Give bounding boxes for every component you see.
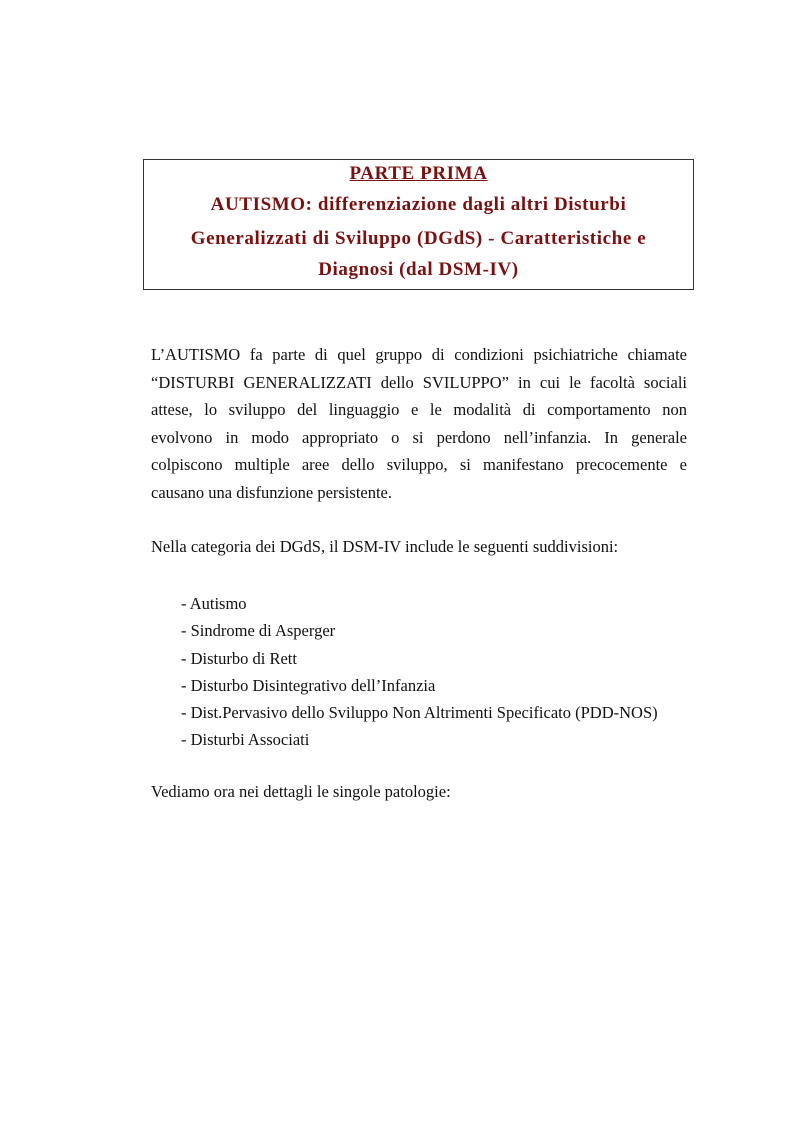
list-item: - Dist.Pervasivo dello Sviluppo Non Altrimenti Specificato (PDD-NOS) xyxy=(181,703,658,723)
intro-line: evolvono in modo appropriato o si perdono nell’infanzia. In generale xyxy=(151,427,687,447)
intro-line: attese, lo sviluppo del linguaggio e le modalità di comportamento non xyxy=(151,400,687,419)
list-item: - Disturbi Associati xyxy=(181,730,310,750)
chapter-title-line-1: AUTISMO: differenziazione dagli altri Disturbi xyxy=(210,194,627,215)
outro-paragraph: Vediamo ora nei dettagli le singole patologie: xyxy=(151,782,451,801)
intro-line: colpiscono multiple aree dello sviluppo, si manifestano precocemente e xyxy=(151,455,687,474)
list-item: - Sindrome di Asperger xyxy=(181,621,336,641)
intro-line: L’AUTISMO fa parte di quel gruppo di condizioni psichiatriche chiamate xyxy=(151,345,687,364)
part-heading: PARTE PRIMA xyxy=(349,163,488,184)
list-item: - Disturbo di Rett xyxy=(181,648,297,668)
subdivisions-list xyxy=(181,590,658,754)
list-item: - Disturbo Disintegrativo dell’Infanzia xyxy=(181,675,436,695)
intro-line: “DISTURBI GENERALIZZATI dello SVILUPPO” in cui le facoltà sociali xyxy=(151,372,687,392)
chapter-title-box xyxy=(143,159,694,290)
intro-paragraph xyxy=(151,341,687,506)
categories-intro: Nella categoria dei DGdS, il DSM-IV include le seguenti suddivisioni: xyxy=(151,537,619,556)
chapter-title-line-2: Generalizzati di Sviluppo (DGdS) - Caratteristiche e xyxy=(190,228,647,249)
intro-line: causano una disfunzione persistente. xyxy=(151,482,393,502)
chapter-title-line-3: Diagnosi (dal DSM-IV) xyxy=(318,259,519,280)
list-item: - Autismo xyxy=(181,594,247,613)
